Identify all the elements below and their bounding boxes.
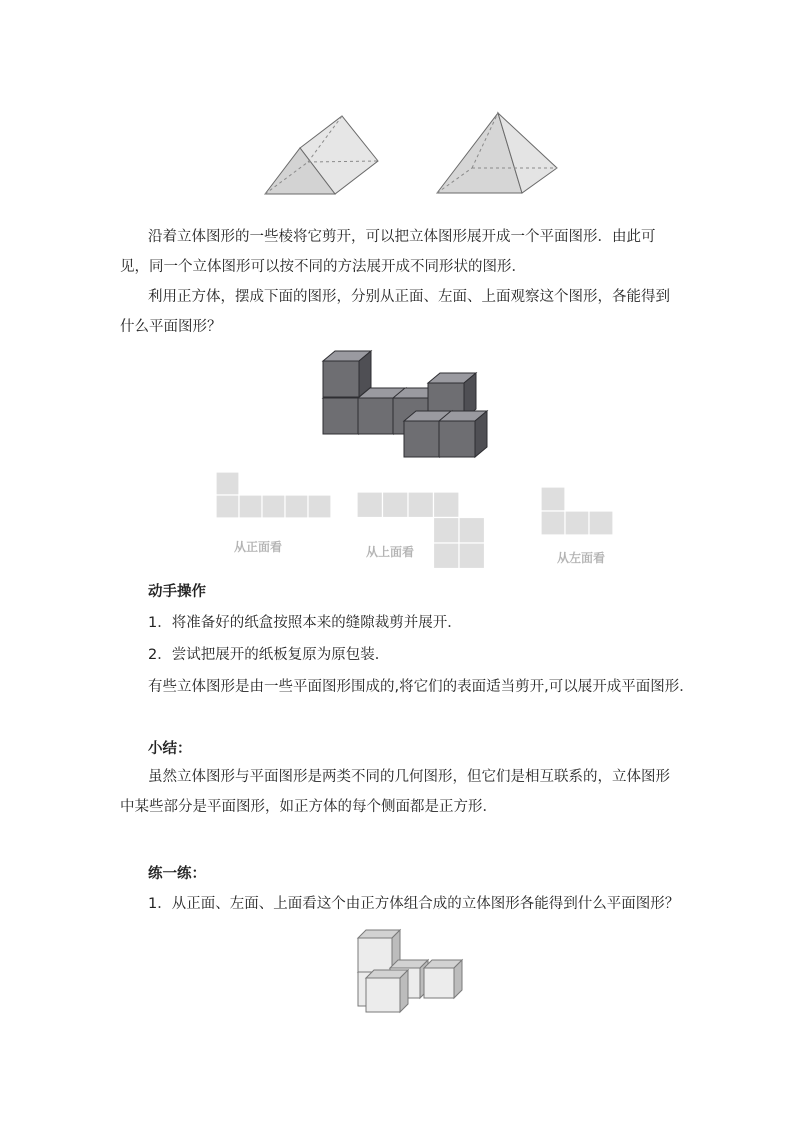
practice-question-1: 1．从正面、左面、上面看这个由正方体组合成的立体图形各能得到什么平面图形？ (148, 896, 680, 912)
cube-back-1-front (358, 398, 394, 434)
practice-heading: 练一练： (148, 866, 206, 882)
top-view-cell (434, 492, 460, 518)
hands-on-heading: 动手操作 (148, 584, 206, 600)
front-view-cell (216, 472, 239, 495)
top-view-cell (459, 543, 485, 569)
intro-paragraph-1: 沿着立体图形的一些棱将它剪开，可以把立体图形展开成一个平面图形．由此可见，同一个立体图形可以按不同的方法展开成不同形状的图形． (120, 229, 656, 275)
hands-on-step-1: 1．将准备好的纸盒按照本来的缝隙裁剪并展开． (148, 615, 462, 631)
left-view-cell (541, 511, 565, 535)
cube-back-0-front (323, 398, 359, 434)
summary-heading: 小结： (148, 741, 192, 757)
top-view-cell (459, 518, 485, 544)
small-cube-front-side (400, 970, 408, 1012)
small-cube-back-top-front (358, 938, 392, 972)
left-view-cell (589, 511, 613, 535)
small-cube-row-2-front (424, 968, 454, 998)
top-view-caption: 从上面看 (366, 545, 415, 559)
small-cube-assembly-figure (354, 928, 466, 1010)
top-view-cell (357, 492, 383, 518)
top-view-cell (434, 518, 460, 544)
summary-text: 虽然立体图形与平面图形是两类不同的几何图形，但它们是相互联系的，立体图形中某些部分是平面图形，如正方体的每个侧面都是正方形． (120, 769, 670, 815)
small-cube-front-front (366, 978, 400, 1012)
front-view-cell (239, 495, 262, 518)
square-pyramid-figure (432, 108, 562, 198)
front-view-cell (308, 495, 331, 518)
left-view-cell (565, 511, 589, 535)
cube-back-3-front (323, 361, 359, 397)
top-view-cell (383, 492, 409, 518)
front-view-cell (285, 495, 308, 518)
hands-on-step-2: 2．尝试把展开的纸板复原为原包装． (148, 647, 390, 663)
front-view-grid (216, 472, 336, 522)
left-view-caption: 从左面看 (557, 551, 606, 565)
front-view-caption: 从正面看 (234, 540, 283, 554)
intro-paragraph-2: 利用正方体，摆成下面的图形，分别从正面、左面、上面观察这个图形，各能得到什么平面图形？ (120, 289, 670, 335)
triangular-prism-figure (260, 110, 385, 200)
cube-assembly-figure (318, 343, 508, 468)
hands-on-note: 有些立体图形是由一些平面图形围成的,将它们的表面适当剪开,可以展开成平面图形． (148, 679, 694, 695)
front-view-cell (216, 495, 239, 518)
left-view-grid (541, 487, 616, 539)
front-view-cell (262, 495, 285, 518)
cube-front-1-front (439, 421, 475, 457)
cube-front-0-front (404, 421, 440, 457)
left-view-cell (541, 487, 565, 511)
top-view-cell (434, 543, 460, 569)
top-view-cell (408, 492, 434, 518)
